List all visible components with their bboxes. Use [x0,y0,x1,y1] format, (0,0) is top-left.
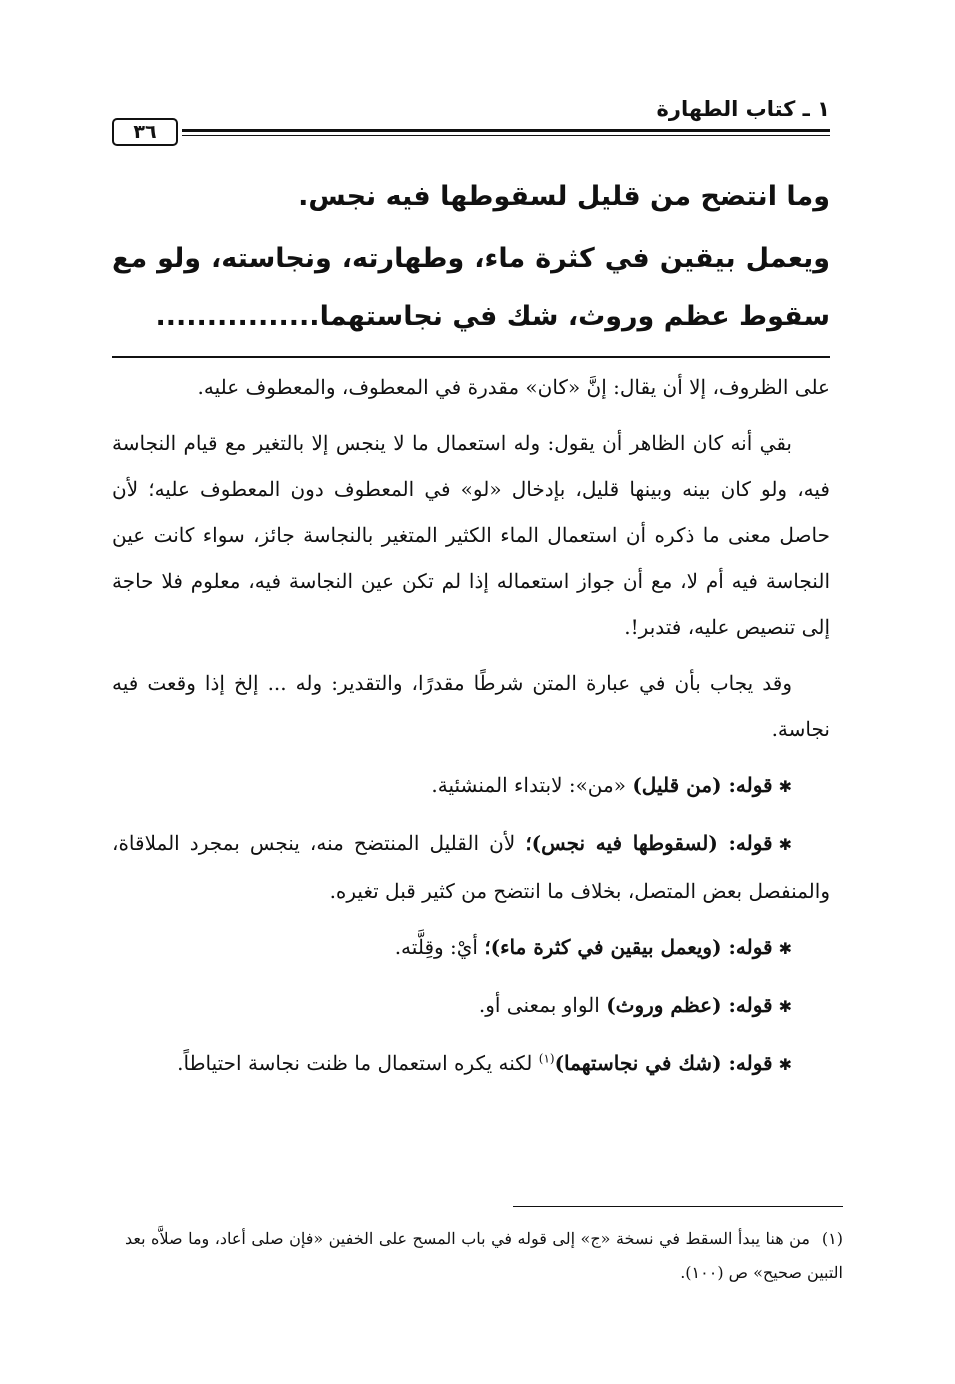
chapter-title: ١ ـ كتاب الطهارة [656,97,830,121]
item-heading: قوله: (ويعمل بيقين في كثرة ماء)؛ [484,935,773,959]
star-icon: ✱ [778,1055,792,1074]
page [112,90,830,1098]
commentary-paragraph: بقي أنه كان الظاهر أن يقول: وله استعمال ما لا ينجس إلا بالتغير مع قيام النجاسة فيه، ولو كان بينه وبينها قليل، بإدخال «لو» في المعطوف دون المعطوف عليه؛ لأن حاصل معنى ما ذكره أن استعمال الماء الكثير المتغير بالنجاسة جائز، سواء كانت عين النجاسة فيه أم لا، مع أن جواز استعماله إذا لم تكن عين النجاسة فيه، معلوم فلا حاجة إلى تنصيص عليه، فتدبر!. [112,431,830,639]
footnote-text: من هنا يبدأ السقط في نسخة «ج» إلى قوله في باب المسح على الخفين «فإن صلى أعاد، وما صلاَّه بعد التبين صحيح» ص (١٠٠). [125,1229,843,1282]
running-header [112,90,830,150]
commentary-item [112,762,830,810]
page-number: ٣٦ [112,118,178,146]
item-text: لكنه يكره استعمال ما ظنت نجاسة احتياطاً. [177,1051,533,1075]
matn-sentence: ويعمل بيقين في كثرة ماء، وطهارته، ونجاسته، ولو مع سقوط عظم وروث، شك في نجاستهما [112,243,830,332]
footnotes [125,1222,843,1290]
footnote-separator [513,1206,843,1207]
item-text: الواو بمعنى أو. [478,993,600,1017]
star-icon: ✱ [778,835,793,854]
commentary-paragraph: وقد يجاب بأن في عبارة المتن شرطًا مقدرًا، والتقدير: وله ... إلخ إذا وقعت فيه نجاسة. [112,671,830,741]
commentary-item [112,924,830,972]
star-icon: ✱ [778,939,792,958]
item-heading: قوله: (عظم وروث) [606,993,773,1017]
matn-dots: ................ [155,301,320,332]
item-heading: قوله: (شك في نجاستهما) [554,1051,773,1075]
matn-text [112,168,830,346]
footnote [125,1222,843,1290]
matn-separator [112,356,830,358]
item-heading: قوله: (من قليل) [632,773,773,797]
matn-line [112,168,830,226]
header-rule [182,129,830,132]
commentary-paragraph: على الظروف، إلا أن يقال: إنَّ «كان» مقدرة في المعطوف، والمعطوف عليه. [197,375,830,399]
commentary-item [112,820,830,914]
commentary-item [112,1040,830,1088]
item-text: لأن القليل المنتضح منه، ينجس بمجرد الملاقاة، والمنفصل بعض المتصل، بخلاف ما انتضح من كثير قبل تغيره. [112,831,830,903]
footnote-reference: (١) [538,1051,555,1066]
matn-sentence: وما انتضح من قليل لسقوطها فيه نجس. [298,181,830,212]
commentary-item [112,982,830,1030]
matn-line [112,230,830,346]
footnote-marker: (١) [821,1229,843,1248]
item-heading: قوله: (لسقوطها فيه نجس)؛ [525,831,773,855]
header-rule-thin [182,135,830,136]
item-text: أيْ: وقِلَّته. [394,935,478,959]
commentary [112,364,830,1088]
item-text: «من»: لابتداء المنشئية. [431,773,626,797]
star-icon: ✱ [778,777,792,796]
star-icon: ✱ [778,997,792,1016]
